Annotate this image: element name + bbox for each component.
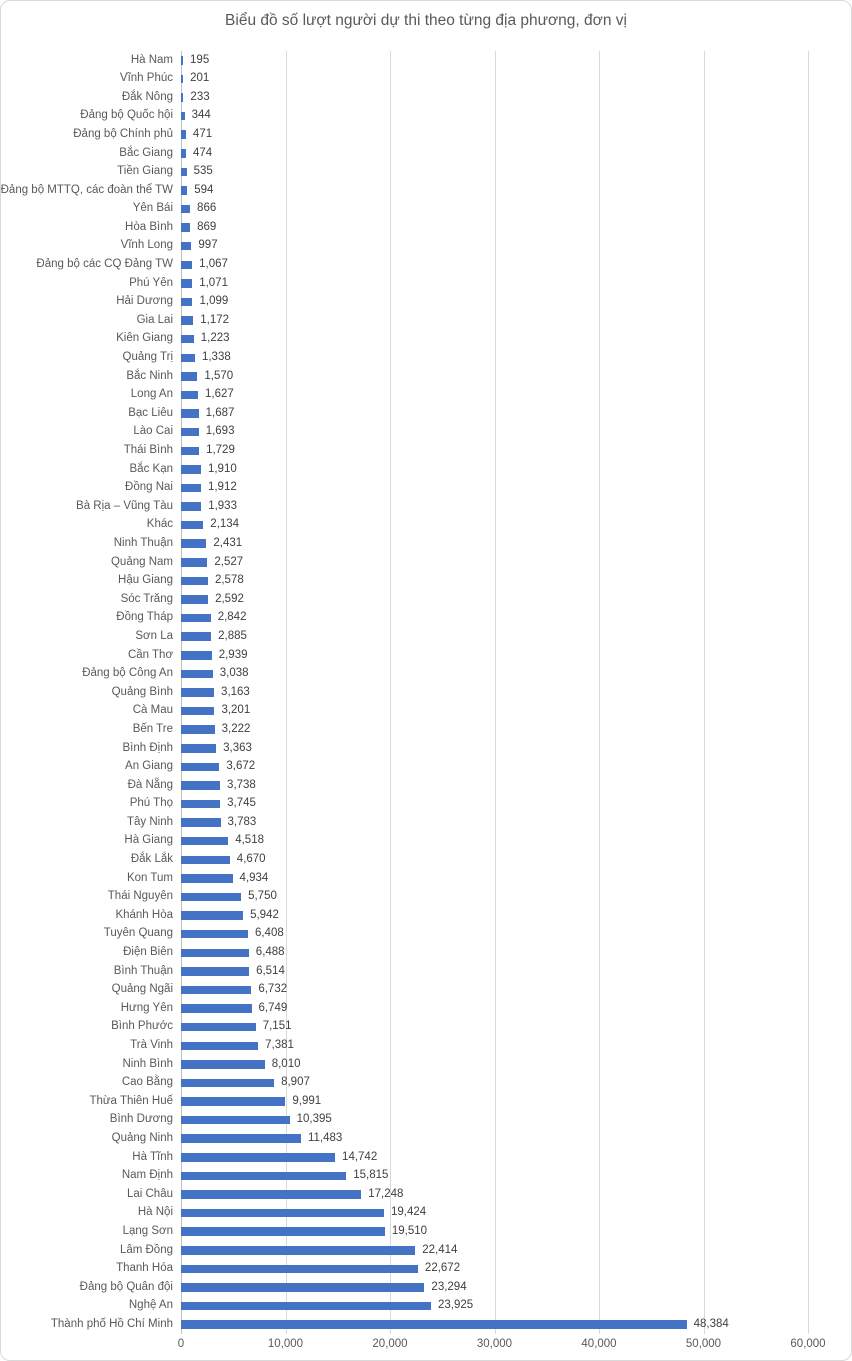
bar-row [128, 1297, 808, 1316]
value-label: 1,172 [200, 313, 230, 326]
category-label: Ninh Bình [122, 1057, 173, 1070]
value-label: 1,338 [201, 351, 231, 364]
bar [181, 818, 221, 827]
bar-row [125, 218, 808, 237]
bar [181, 223, 190, 232]
bar [181, 893, 241, 902]
bar-row [132, 702, 808, 721]
category-label: Hà Nam [130, 53, 173, 66]
category-label: Bình Định [122, 741, 173, 754]
category-label: Gia Lai [136, 313, 173, 326]
bar [181, 1172, 346, 1181]
bar-row [116, 293, 808, 312]
bar [181, 1283, 424, 1292]
category-label: Hưng Yên [120, 1001, 173, 1014]
bar [181, 93, 183, 102]
value-label: 1,729 [206, 444, 235, 457]
bar [181, 1116, 290, 1125]
value-label: 4,518 [235, 834, 264, 847]
value-label: 2,578 [214, 574, 244, 587]
bar [181, 1320, 687, 1329]
x-tick-label: 20,000 [372, 1338, 408, 1350]
category-label: Tiền Giang [117, 165, 173, 178]
bar-row [119, 70, 808, 89]
bar [181, 354, 195, 363]
category-label: Lạng Sơn [122, 1224, 173, 1237]
category-label: Hải Dương [116, 295, 173, 308]
value-label: 9,991 [292, 1094, 322, 1107]
category-label: Bắc Ninh [126, 369, 173, 382]
category-label: Vĩnh Phúc [119, 72, 173, 85]
bar [181, 56, 183, 65]
bar [181, 1079, 274, 1088]
bar [181, 1302, 431, 1311]
value-label: 471 [192, 127, 213, 140]
bar-row [107, 888, 808, 907]
bar-row [126, 869, 808, 888]
category-label: Quảng Trị [122, 351, 173, 364]
category-label: Tây Ninh [126, 815, 173, 828]
bar-row [111, 1018, 808, 1037]
category-label: Quảng Bình [111, 685, 173, 698]
bar [181, 1246, 415, 1255]
value-label: 2,885 [218, 629, 247, 642]
bar [181, 316, 193, 325]
category-label: Phú Thọ [129, 797, 173, 810]
value-label: 1,933 [208, 499, 237, 512]
bar-row [129, 795, 808, 814]
bar-row [146, 516, 808, 535]
category-label: Đồng Tháp [116, 611, 173, 624]
category-label: Hà Giang [124, 834, 173, 847]
category-label: Trà Vinh [130, 1039, 173, 1052]
bar-row [111, 683, 808, 702]
bar-row [137, 1204, 808, 1223]
bar [181, 447, 199, 456]
bar [181, 186, 187, 195]
category-label: Bến Tre [132, 722, 173, 735]
category-label: Tuyên Quang [103, 927, 173, 940]
bar-row [126, 367, 808, 386]
category-label: Thành phố Hồ Chí Minh [50, 1317, 173, 1330]
bar [181, 967, 249, 976]
bar [181, 837, 228, 846]
bar [181, 725, 215, 734]
category-label: Đà Nẵng [127, 778, 173, 791]
bar-row [103, 925, 808, 944]
chart-title: Biểu đồ số lượt người dự thi theo từng địa phương, đơn vị [225, 12, 627, 29]
value-label: 15,815 [353, 1169, 389, 1182]
value-label: 6,749 [258, 1001, 288, 1014]
value-label: 3,222 [221, 722, 251, 735]
value-label: 22,672 [424, 1262, 461, 1275]
value-label: 23,925 [438, 1299, 474, 1312]
bar [181, 168, 187, 177]
bar [181, 670, 213, 679]
bar-row [132, 720, 808, 739]
category-label: Điện Biên [123, 946, 173, 959]
bar-row [133, 423, 808, 442]
bar [181, 949, 249, 958]
bar [181, 372, 197, 381]
value-label: 3,738 [227, 778, 256, 791]
bar [181, 465, 201, 474]
value-label: 48,384 [693, 1317, 729, 1330]
bar [181, 1004, 252, 1013]
value-label: 1,067 [199, 258, 228, 271]
bar-rows-container [0, 51, 808, 1334]
category-label: Thái Nguyên [107, 890, 173, 903]
bar-row [124, 832, 808, 851]
bar-row [123, 944, 808, 963]
category-label: Lai Châu [126, 1187, 173, 1200]
bar-row [110, 553, 808, 572]
value-label: 535 [193, 165, 213, 178]
bar-row [132, 200, 808, 219]
category-label: Quảng Ninh [111, 1131, 173, 1144]
bar [181, 521, 203, 530]
bar [181, 688, 214, 697]
bar [181, 874, 233, 883]
value-label: 10,395 [296, 1113, 332, 1126]
bar-row [116, 330, 808, 349]
value-label: 19,510 [391, 1224, 428, 1237]
value-label: 2,134 [210, 518, 240, 531]
bar [181, 279, 192, 288]
value-label: 1,570 [204, 369, 234, 382]
bar-row [122, 739, 808, 758]
bar-row [119, 144, 808, 163]
bar-row [50, 1315, 808, 1334]
value-label: 201 [190, 72, 210, 85]
value-label: 1,910 [207, 462, 237, 475]
bar-row [113, 962, 808, 981]
bar-row [0, 181, 808, 200]
value-label: 997 [198, 239, 218, 252]
bar [181, 651, 212, 660]
bar-row [122, 1055, 808, 1074]
bar [181, 149, 186, 158]
category-label: Đảng bộ Quốc hội [80, 109, 173, 122]
bar-row [36, 256, 808, 275]
category-label: Nghệ An [128, 1299, 173, 1312]
plot-area [0, 51, 808, 1334]
bar-row [132, 1148, 808, 1167]
category-label: Kiên Giang [116, 332, 173, 345]
category-label: Lâm Đồng [119, 1243, 173, 1256]
value-label: 5,750 [248, 890, 277, 903]
value-label: 1,693 [205, 425, 235, 438]
bar [181, 391, 198, 400]
category-label: Ninh Thuận [113, 536, 173, 549]
category-label: Thanh Hóa [116, 1262, 173, 1275]
category-label: Đảng bộ Công An [82, 667, 173, 680]
value-label: 6,408 [254, 927, 284, 940]
value-label: 19,424 [390, 1206, 427, 1219]
category-label: Đảng bộ Chính phủ [73, 127, 173, 140]
x-tick-label: 50,000 [685, 1338, 722, 1350]
gridline [808, 51, 809, 1334]
bar [181, 428, 199, 437]
x-tick-label: 40,000 [581, 1338, 617, 1350]
value-label: 7,151 [262, 1020, 292, 1033]
bar [181, 205, 190, 214]
value-label: 3,363 [223, 741, 252, 754]
value-label: 3,163 [221, 685, 250, 698]
bar-row [127, 646, 808, 665]
bar-row [82, 665, 808, 684]
category-label: Lào Cai [133, 425, 173, 438]
x-tick-label: 60,000 [790, 1338, 826, 1350]
value-label: 1,071 [199, 276, 228, 289]
bar-row [115, 906, 808, 925]
value-label: 3,745 [227, 797, 256, 810]
bar-row [73, 125, 808, 144]
value-label: 3,783 [227, 815, 257, 828]
category-label: Bình Phước [111, 1020, 173, 1033]
x-tick-label: 10,000 [267, 1338, 304, 1350]
category-label: Hà Tĩnh [132, 1150, 173, 1163]
bar [181, 930, 248, 939]
value-label: 3,201 [221, 704, 251, 717]
bar [181, 1190, 361, 1199]
category-label: Sóc Trăng [120, 592, 173, 605]
bar [181, 781, 220, 790]
bar-row [89, 1092, 808, 1111]
bar [181, 558, 207, 567]
bar [181, 75, 183, 84]
bar-row [79, 1278, 808, 1297]
bar-row [121, 1167, 808, 1186]
bar-row [130, 1036, 808, 1055]
category-label: Quảng Nam [110, 555, 173, 568]
value-label: 2,527 [214, 555, 244, 568]
category-label: Hà Nội [137, 1206, 173, 1219]
value-label: 474 [192, 146, 213, 159]
category-label: Đảng bộ MTTQ, các đoàn thể TW [0, 183, 173, 196]
bar [181, 112, 185, 121]
bar-row [120, 237, 808, 256]
bar-row [76, 497, 808, 516]
bar [181, 261, 192, 270]
bar-row [122, 1222, 808, 1241]
bar-row [130, 386, 808, 405]
category-label: Bắc Kạn [129, 462, 173, 475]
x-axis-labels [177, 1338, 826, 1354]
bar [181, 911, 243, 920]
category-label: Cao Bằng [121, 1076, 173, 1089]
bar [181, 800, 220, 809]
value-label: 7,381 [265, 1039, 294, 1052]
value-label: 1,912 [207, 481, 237, 494]
x-tick-label: 0 [177, 1338, 185, 1350]
bar [181, 1097, 285, 1106]
bar-row [126, 1185, 808, 1204]
bar-row [111, 1129, 808, 1148]
category-label: Hòa Bình [125, 220, 173, 233]
category-label: Bình Dương [109, 1113, 173, 1126]
bar-row [121, 1074, 808, 1093]
value-label: 594 [194, 183, 214, 196]
bar-row [125, 479, 808, 498]
category-label: Khánh Hòa [115, 908, 173, 921]
category-label: Đắk Nông [121, 90, 173, 103]
category-label: Đắk Lắk [130, 853, 173, 866]
bar [181, 484, 201, 493]
bar [181, 409, 199, 418]
value-label: 1,223 [200, 332, 230, 345]
category-label: Phú Yên [129, 276, 173, 289]
value-label: 4,934 [239, 871, 269, 884]
bar-row [120, 999, 808, 1018]
category-label: Kon Tum [126, 871, 173, 884]
bar [181, 130, 186, 139]
bar-row [128, 404, 808, 423]
value-label: 3,672 [226, 760, 256, 773]
bar [181, 1153, 335, 1162]
bar [181, 1023, 256, 1032]
value-label: 5,942 [250, 908, 279, 921]
bar-row [121, 88, 808, 107]
bar-row [125, 758, 808, 777]
bar [181, 1209, 384, 1218]
bar [181, 502, 201, 511]
value-label: 4,670 [236, 853, 266, 866]
bar [181, 1265, 418, 1274]
value-label: 2,842 [217, 611, 247, 624]
value-label: 6,732 [258, 983, 288, 996]
bar-row [129, 460, 808, 479]
category-label: Vĩnh Long [120, 239, 173, 252]
bar [181, 539, 206, 548]
bar [181, 632, 211, 641]
bar [181, 242, 191, 251]
value-label: 17,248 [368, 1187, 404, 1200]
value-label: 23,294 [431, 1280, 467, 1293]
category-label: Bạc Liêu [128, 406, 173, 419]
bar-row [129, 274, 808, 293]
category-label: Đồng Nai [125, 481, 173, 494]
bar-row [127, 776, 808, 795]
bar [181, 335, 194, 344]
bar [181, 707, 214, 716]
bar-row [122, 349, 808, 368]
bar-row [136, 311, 808, 330]
value-label: 1,627 [205, 388, 234, 401]
value-label: 869 [197, 220, 217, 233]
category-label: Bình Thuận [113, 964, 173, 977]
bar [181, 595, 208, 604]
bar [181, 986, 251, 995]
category-label: Hậu Giang [118, 574, 173, 587]
x-tick-label: 30,000 [476, 1338, 513, 1350]
category-label: An Giang [125, 760, 173, 773]
value-label: 6,514 [256, 964, 285, 977]
bar-row [118, 572, 808, 591]
bar-row [119, 1241, 808, 1260]
bar [181, 1042, 258, 1051]
bar [181, 744, 216, 753]
category-label: Bắc Giang [119, 146, 173, 159]
value-label: 8,907 [281, 1076, 310, 1089]
category-label: Thừa Thiên Huế [89, 1094, 173, 1107]
bar-row [113, 534, 808, 553]
value-label: 1,099 [199, 295, 229, 308]
bar [181, 1134, 301, 1143]
value-label: 11,483 [307, 1131, 343, 1144]
bar-row [116, 1260, 808, 1279]
category-label: Cà Mau [132, 704, 173, 717]
value-label: 8,010 [271, 1057, 301, 1070]
bar [181, 1060, 265, 1069]
value-label: 344 [191, 109, 211, 122]
category-label: Quảng Ngãi [111, 983, 173, 996]
value-label: 195 [190, 53, 210, 66]
bar-row [130, 51, 808, 70]
value-label: 233 [190, 90, 210, 103]
category-label: Thái Bình [123, 444, 173, 457]
category-label: Sơn La [135, 629, 173, 642]
category-label: Long An [130, 388, 173, 401]
bar [181, 763, 219, 772]
value-label: 2,939 [218, 648, 248, 661]
value-label: 14,742 [342, 1150, 378, 1163]
bar-row [111, 981, 808, 1000]
bar-row [116, 609, 808, 628]
category-label: Nam Định [121, 1169, 173, 1182]
bar [181, 1227, 385, 1236]
bar [181, 856, 230, 865]
bar [181, 298, 192, 307]
value-label: 22,414 [422, 1243, 458, 1256]
bar-row [117, 163, 808, 182]
value-label: 6,488 [255, 946, 285, 959]
value-label: 2,431 [213, 536, 243, 549]
value-label: 866 [197, 202, 217, 215]
bar-row [123, 441, 808, 460]
value-label: 1,687 [205, 406, 235, 419]
category-label: Đảng bộ các CQ Đảng TW [36, 258, 173, 271]
bar [181, 614, 211, 623]
value-label: 2,592 [215, 592, 244, 605]
value-label: 3,038 [219, 667, 249, 680]
category-label: Bà Rịa – Vũng Tàu [76, 499, 173, 512]
bar-row [130, 851, 808, 870]
bar-row [109, 1111, 808, 1130]
category-label: Đảng bộ Quân đội [79, 1280, 173, 1293]
category-label: Yên Bái [132, 202, 173, 215]
category-label: Khác [146, 518, 173, 531]
bar [181, 577, 208, 586]
bar-row [126, 813, 808, 832]
bar-row [135, 627, 808, 646]
category-label: Cần Thơ [127, 648, 173, 661]
bar-row [120, 590, 808, 609]
bar-row [80, 107, 808, 126]
